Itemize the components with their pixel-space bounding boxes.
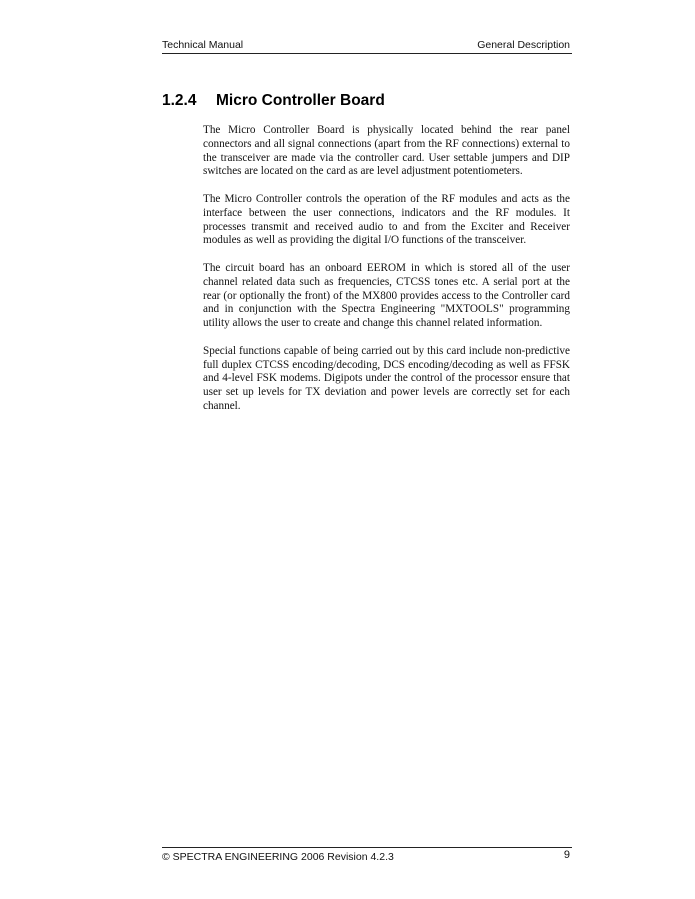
header-manual-title: Technical Manual	[162, 39, 244, 51]
footer-copyright: © SPECTRA ENGINEERING 2006 Revision 4.2.3	[162, 851, 394, 863]
body-text	[203, 124, 570, 428]
section-number: 1.2.4	[162, 92, 197, 109]
paragraph-2: The Micro Controller controls the operation of the RF modules and acts as the interface between the user connections, indicators and the RF modules. It processes transmit and received audio to and from the Exciter and Receiver modules as well as providing the digital I/O functions of the transceiver.	[203, 193, 570, 247]
paragraph-4: Special functions capable of being carried out by this card include non-predictive full duplex CTCSS encoding/decoding, DCS encoding/decoding as well as FFSK and 4-level FSK modems. Digipots under the control of the processor ensure that user set up levels for TX deviation and power levels are correctly set for each channel.	[203, 344, 570, 412]
page-header	[162, 37, 572, 54]
page-number: 9	[563, 849, 570, 861]
section-title: Micro Controller Board	[216, 92, 385, 109]
paragraph-1: The Micro Controller Board is physically located behind the rear panel connectors and all signal connections (apart from the RF connections) external to the transceiver are made via the controller card. User settable jumpers and DIP switches are located on the card as are level adjustment potentiometers.	[203, 124, 570, 178]
paragraph-3: The circuit board has an onboard EEROM in which is stored all of the user channel related data such as frequencies, CTCSS tones etc. A serial port at the rear (or optionally the front) of the MX800 provides access to the Controller card and in conjunction with the Spectra Engineering "MXTOOLS" programming utility allows the user to create and change this channel related information.	[203, 262, 570, 329]
header-chapter-title: General Description	[477, 39, 570, 51]
section-heading	[162, 92, 385, 110]
page-footer	[162, 847, 572, 862]
